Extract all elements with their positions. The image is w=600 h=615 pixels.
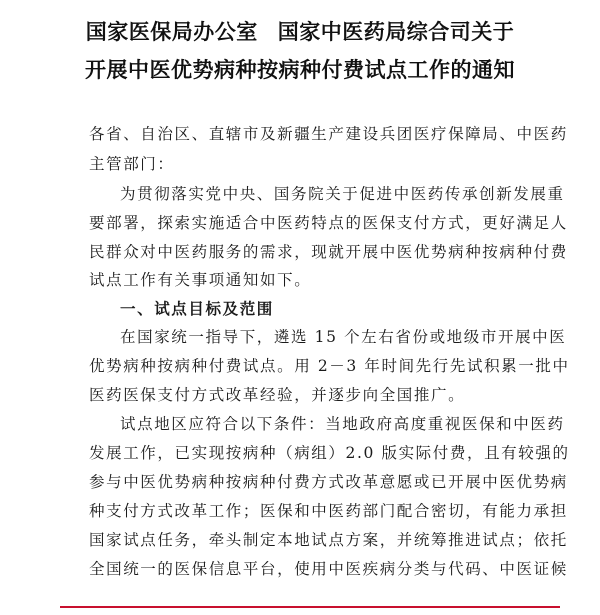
section-1-para-2-line-5: 国家试点任务，牵头制定本地试点方案，并统筹推进试点；依托 [89, 531, 568, 549]
section-1-para-2-line-6: 全国统一的医保信息平台，使用中医疾病分类与代码、中医证候 [89, 560, 568, 578]
issuer-2: 国家中医药局综合司关于 [277, 19, 515, 44]
section-1-para-2-line-3: 参与中医优势病种按病种付费方式改革意愿或已开展中医优势病 [89, 473, 568, 491]
section-1-para-1-line-1: 在国家统一指导下，遴选 15 个左右省份或地级市开展中医 [120, 328, 567, 346]
red-divider-rule [60, 606, 560, 608]
section-1-para-2-line-4: 种支付方式改革工作；医保和中医药部门配合密切，有能力承担 [89, 502, 568, 520]
document-title-line-2: 开展中医优势病种按病种付费试点工作的通知 [85, 57, 515, 82]
issuer-1: 国家医保局办公室 [85, 19, 258, 44]
section-1-para-1-line-2: 优势病种按病种付费试点。用 2－3 年时间先行先试积累一批中 [89, 357, 570, 375]
section-1-para-1-line-3: 医药医保支付方式改革经验，并逐步向全国推广。 [89, 386, 466, 404]
salutation-line-2: 主管部门： [89, 155, 175, 173]
section-1-para-2-line-1: 试点地区应符合以下条件：当地政府高度重视医保和中医药 [120, 415, 565, 433]
intro-line-3: 民群众对中医药服务的需求，现就开展中医优势病种按病种付费 [89, 243, 568, 261]
document-title-line-1 [0, 16, 600, 46]
intro-line-2: 要部署，探索实施适合中医药特点的医保支付方式，更好满足人 [89, 214, 568, 232]
intro-line-1: 为贯彻落实党中央、国务院关于促进中医药传承创新发展重 [120, 185, 565, 203]
section-1-para-2-line-2: 发展工作，已实现按病种（病组）2.0 版实际付费，且有较强的 [89, 444, 570, 462]
intro-line-4: 试点工作有关事项通知如下。 [89, 271, 312, 289]
section-1-heading: 一、试点目标及范围 [120, 299, 274, 318]
salutation-line-1: 各省、自治区、直辖市及新疆生产建设兵团医疗保障局、中医药 [89, 125, 568, 143]
